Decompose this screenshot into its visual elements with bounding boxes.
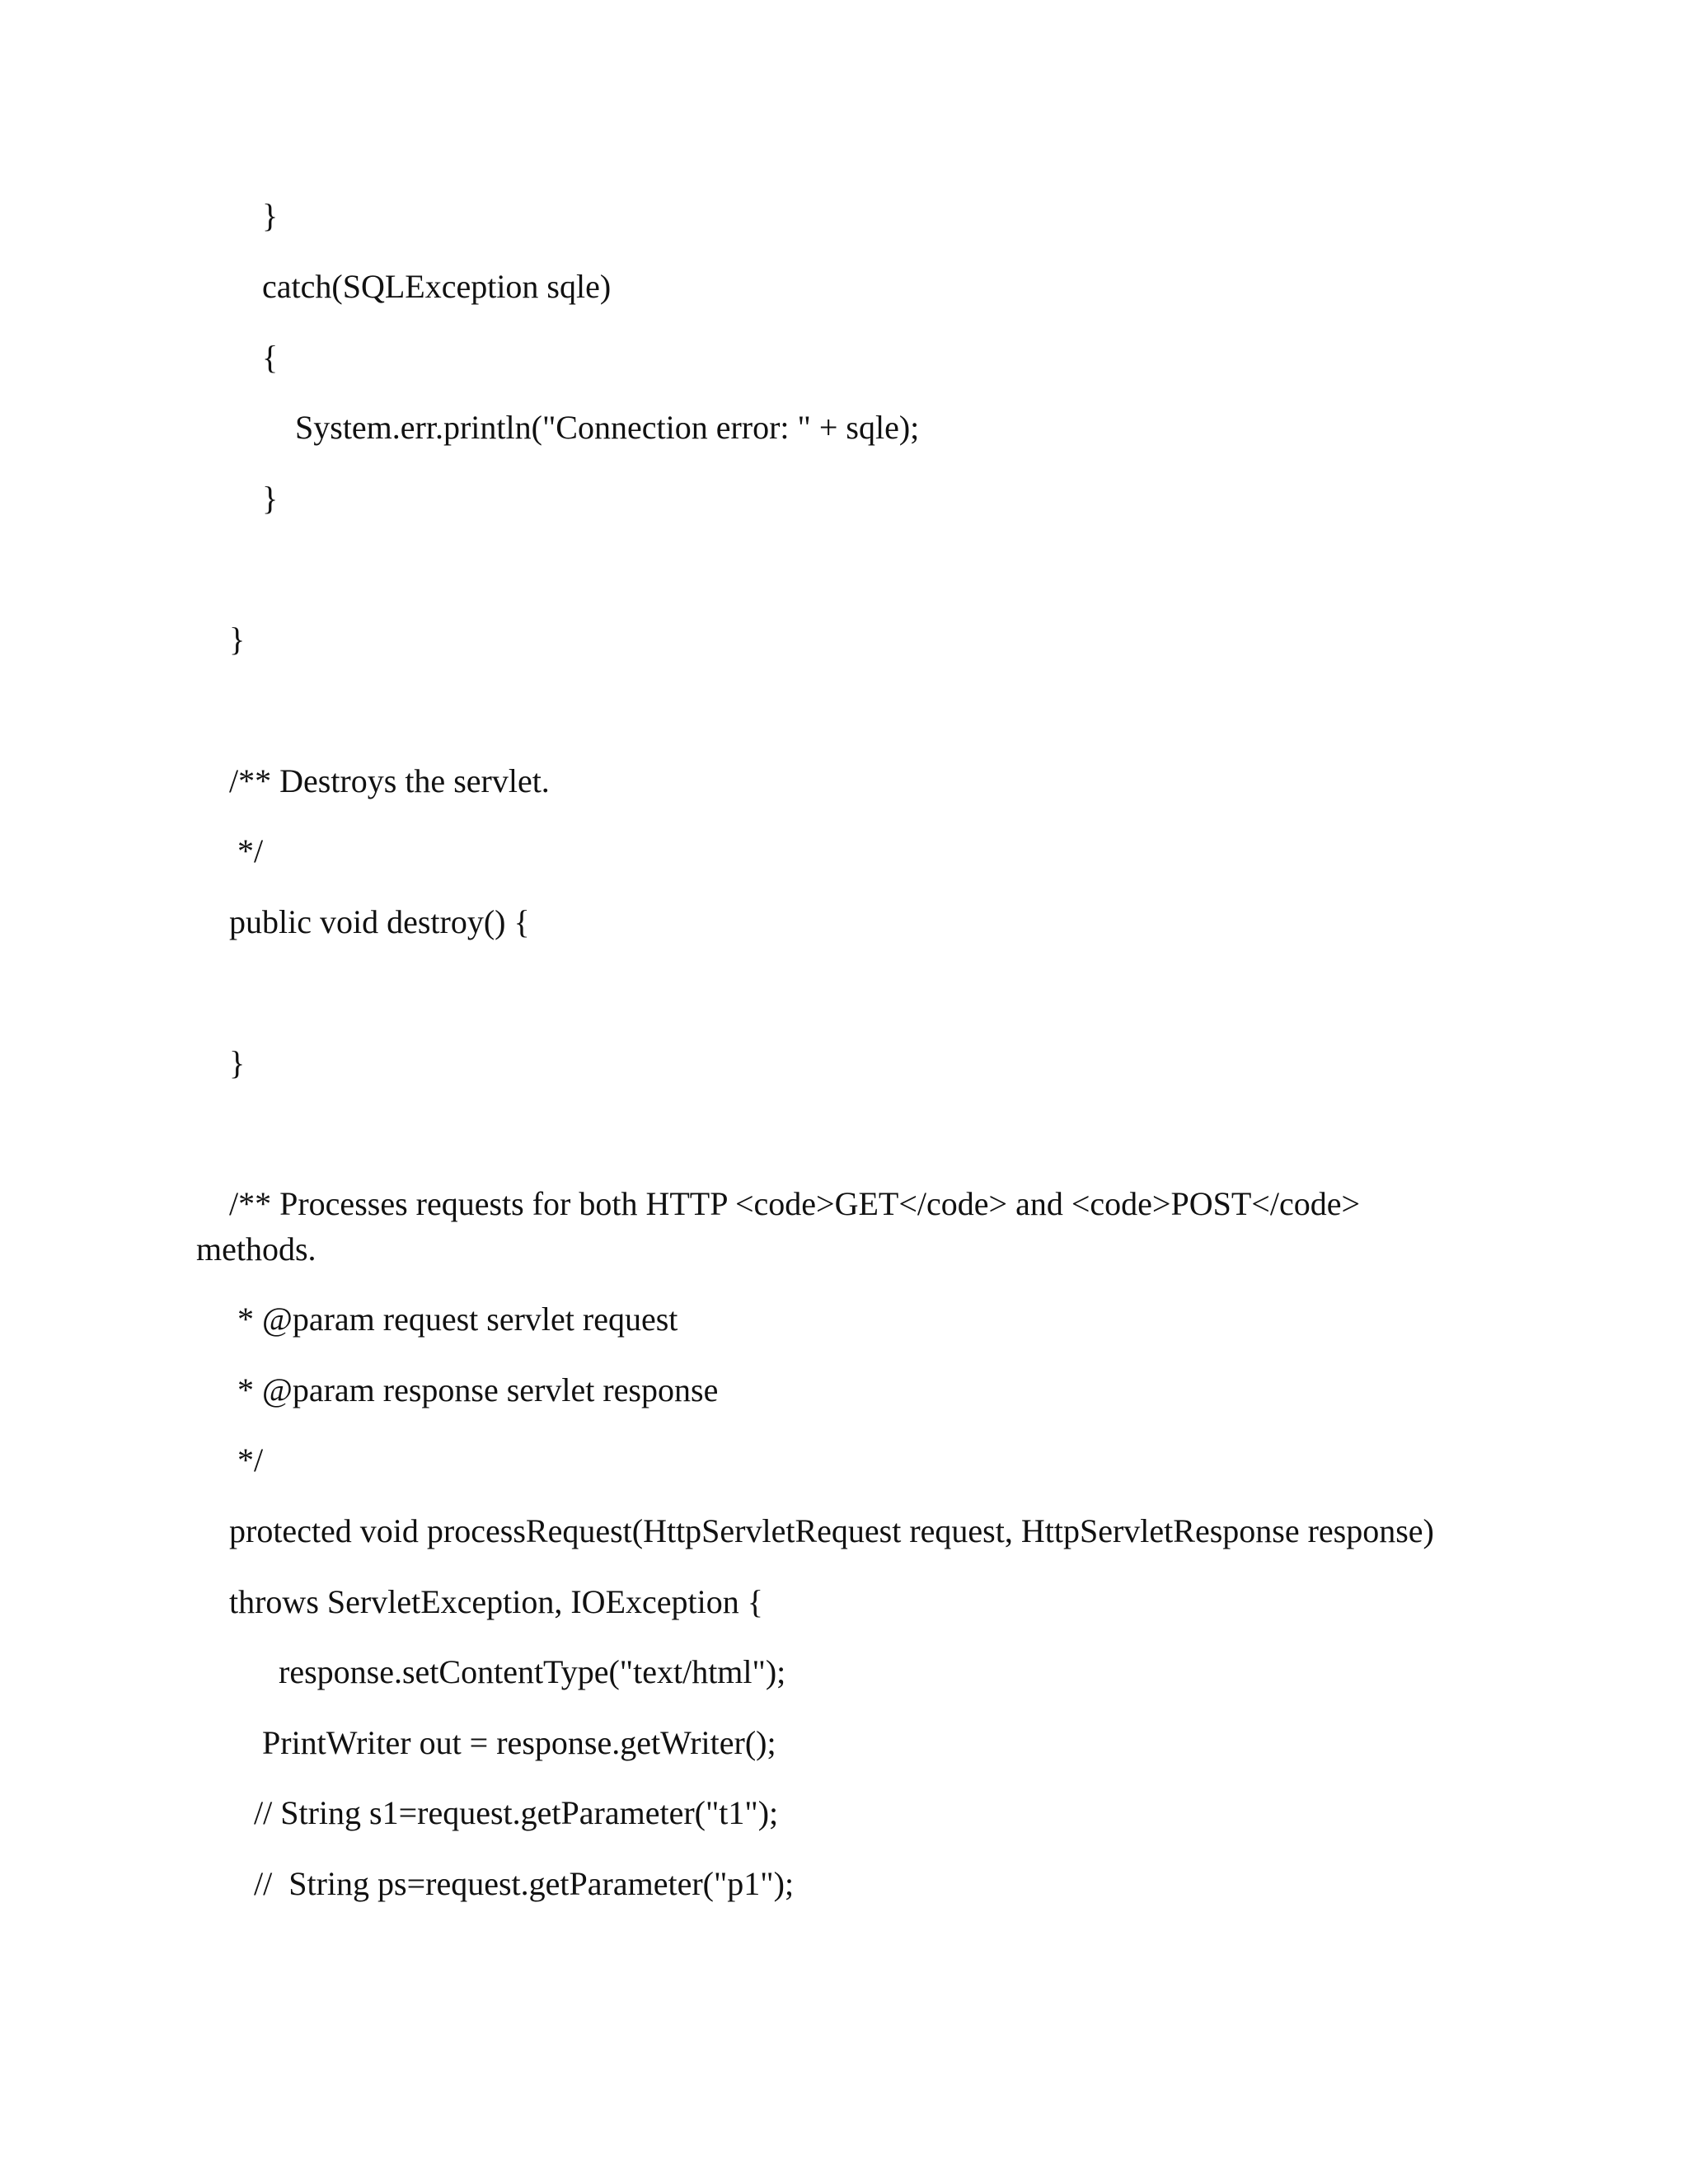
code-line: } (262, 480, 279, 517)
code-line: protected void processRequest(HttpServletRequest request, HttpServletResponse response) (229, 1512, 1434, 1549)
code-line: * @param response servlet response (237, 1371, 719, 1408)
code-line: response.setContentType("text/html"); (279, 1653, 786, 1690)
code-line: */ (237, 1441, 264, 1479)
code-line: { (262, 339, 279, 376)
code-line: /** Destroys the servlet. (229, 762, 550, 799)
code-line: System.err.println("Connection error: " + sqle); (295, 409, 920, 446)
code-line: catch(SQLException sqle) (262, 268, 612, 305)
code-line: public void destroy() { (229, 903, 530, 940)
code-line: */ (237, 832, 264, 869)
code-line: methods. (196, 1230, 316, 1268)
code-line: throws ServletException, IOException { (229, 1583, 763, 1620)
code-line: } (229, 621, 246, 658)
code-line: } (262, 197, 279, 234)
code-line: // String s1=request.getParameter("t1"); (254, 1794, 779, 1831)
code-line: } (229, 1044, 246, 1081)
code-line: // String ps=request.getParameter("p1"); (254, 1865, 795, 1902)
code-line: /** Processes requests for both HTTP <code>GET</code> and <code>POST</code> (229, 1185, 1361, 1222)
code-line: * @param request servlet request (237, 1301, 678, 1338)
code-line: PrintWriter out = response.getWriter(); (262, 1724, 776, 1761)
